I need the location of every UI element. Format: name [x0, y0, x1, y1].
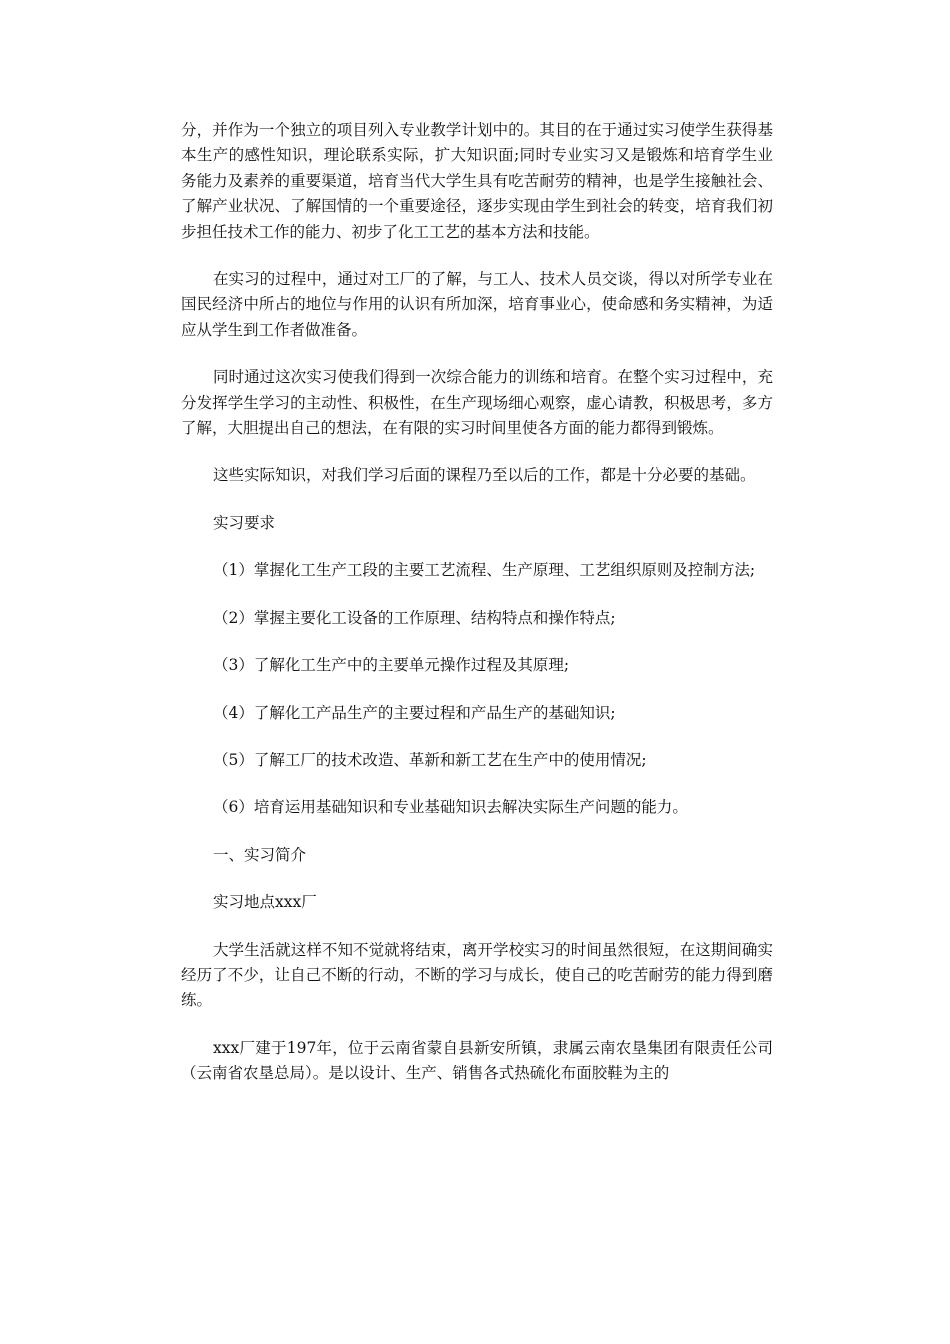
requirement-item-1: （1）掌握化工生产工段的主要工艺流程、生产原理、工艺组织原则及控制方法;: [213, 561, 756, 580]
paragraph-practice-purpose: 分，并作为一个独立的项目列入专业教学计划中的。其目的在于通过实习使学生获得基本生产的感性知识，理论联系实际，扩大知识面;同时专业实习又是锻炼和培育学生业务能力及素养的重要渠道，培育当代大学生具有吃苦耐劳的精神，也是学生接触社会、了解产业状况、了解国情的一个重要途径，逐步实现由学生到社会的转变，培育我们初步担任技术工作的能力、初步了化工工艺的基本方法和技能。: [181, 121, 773, 241]
requirement-item-2: （2）掌握主要化工设备的工作原理、结构特点和操作特点;: [213, 608, 616, 627]
requirement-item-3: （3）了解化工生产中的主要单元操作过程及其原理;: [213, 656, 570, 675]
paragraph-college-life: 大学生活就这样不知不觉就将结束，离开学校实习的时间虽然很短，在这期间确实经历了不少，让自己不断的行动，不断的学习与成长，使自己的吃苦耐劳的能力得到磨练。: [181, 940, 773, 1010]
paragraph-comprehensive-training: 同时通过这次实习使我们得到一次综合能力的训练和培育。在整个实习过程中，充分发挥学生学习的主动性、积极性，在生产现场细心观察，虚心请教，积极思考，多方了解，大胆提出自己的想法，在有限的实习时间里使各方面的能力都得到锻炼。: [181, 368, 773, 438]
requirement-item-5: （5）了解工厂的技术改造、革新和新工艺在生产中的使用情况;: [213, 750, 647, 769]
paragraph-practice-process: 在实习的过程中，通过对工厂的了解，与工人、技术人员交谈，得以对所学专业在国民经济中所占的地位与作用的认识有所加深，培育事业心，使命感和务实精神，为适应从学生到工作者做准备。: [181, 270, 773, 339]
heading-practice-requirements: 实习要求: [213, 513, 276, 532]
requirement-item-4: （4）了解化工产品生产的主要过程和产品生产的基础知识;: [213, 703, 616, 722]
paragraph-practical-knowledge: 这些实际知识，对我们学习后面的课程乃至以后的工作，都是十分必要的基础。: [213, 466, 756, 485]
requirement-item-6: （6）培育运用基础知识和专业基础知识去解决实际生产问题的能力。: [213, 798, 688, 817]
document-body: [181, 118, 773, 1087]
paragraph-factory-introduction: xxx厂建于197年，位于云南省蒙自县新安所镇，隶属云南农垦集团有限责任公司（云南省农垦总局）。是以设计、生产、销售各式热硫化布面胶鞋为主的: [181, 1038, 773, 1083]
practice-location: 实习地点xxx厂: [213, 893, 317, 912]
heading-practice-introduction: 一、实习简介: [213, 845, 307, 864]
